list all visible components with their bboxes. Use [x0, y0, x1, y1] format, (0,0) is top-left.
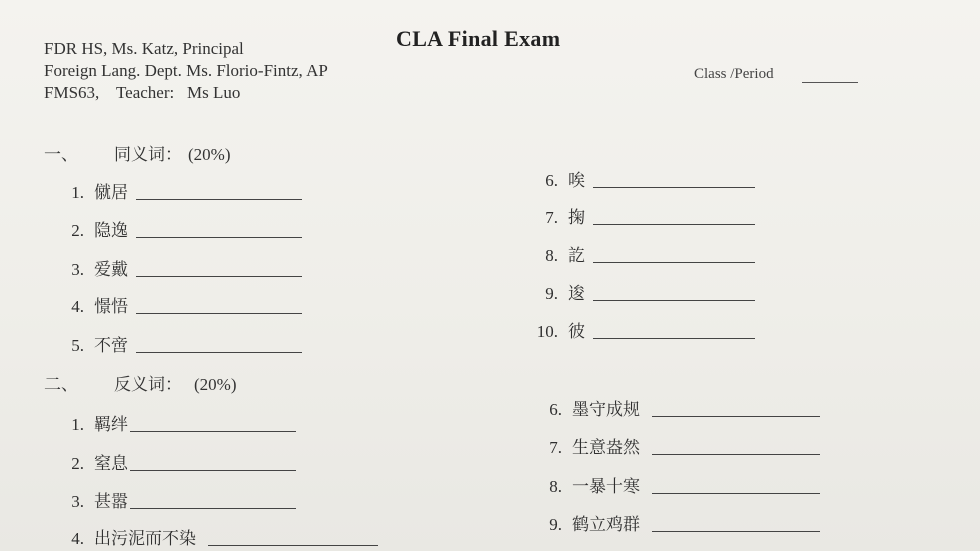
- item-number: 7.: [549, 438, 562, 457]
- item-word: 唉: [568, 171, 585, 190]
- item-number: 8.: [549, 477, 562, 496]
- class-period-label: Class /Period: [694, 66, 774, 80]
- item-number: 9.: [545, 284, 558, 303]
- answer-blank[interactable]: [652, 531, 820, 532]
- answer-blank[interactable]: [136, 352, 302, 353]
- section-1-item: [530, 279, 755, 304]
- answer-blank[interactable]: [652, 493, 820, 494]
- section-2-item: [56, 524, 378, 549]
- item-word: 甚嚣: [94, 492, 128, 511]
- answer-blank[interactable]: [130, 470, 296, 471]
- section-1-number: 一、: [44, 145, 78, 164]
- item-number: 8.: [545, 246, 558, 265]
- answer-blank[interactable]: [130, 508, 296, 509]
- section-1-item: [530, 166, 755, 191]
- item-number: 9.: [549, 515, 562, 534]
- answer-blank[interactable]: [593, 262, 755, 263]
- item-number: 3.: [71, 492, 84, 511]
- item-word: 逡: [568, 284, 585, 303]
- item-number: 10.: [536, 322, 558, 341]
- answer-blank[interactable]: [208, 545, 378, 546]
- section-2-item: [56, 410, 296, 435]
- item-word: 憬悟: [94, 297, 128, 316]
- item-number: 5.: [71, 336, 84, 355]
- item-word: 出污泥而不染: [94, 529, 196, 548]
- item-word: 不啻: [94, 336, 128, 355]
- item-number: 6.: [545, 171, 558, 190]
- section-2-item: [534, 395, 820, 420]
- item-word: 僦居: [94, 183, 128, 202]
- answer-blank[interactable]: [593, 300, 755, 301]
- item-word: 掬: [568, 208, 585, 227]
- item-number: 6.: [549, 400, 562, 419]
- section-2-heading: [44, 370, 236, 395]
- item-number: 4.: [71, 297, 84, 316]
- item-word: 墨守成规: [572, 400, 640, 419]
- section-1-heading: [44, 140, 230, 165]
- item-number: 4.: [71, 529, 84, 548]
- section-1-weight: (20%): [188, 145, 231, 164]
- exam-title: CLA Final Exam: [396, 26, 561, 51]
- item-word: 生意盎然: [572, 438, 640, 457]
- section-2-item: [534, 433, 820, 458]
- school-info: [44, 38, 328, 104]
- answer-blank[interactable]: [593, 224, 755, 225]
- answer-blank[interactable]: [652, 454, 820, 455]
- section-2-title: 反义词：: [114, 375, 182, 394]
- answer-blank[interactable]: [130, 431, 296, 432]
- section-1-item: [530, 241, 755, 266]
- answer-blank[interactable]: [136, 276, 302, 277]
- school-info-line: FMS63, Teacher: Ms Luo: [44, 83, 241, 102]
- section-2-item: [56, 449, 296, 474]
- item-word: 爱戴: [94, 260, 128, 279]
- class-period-blank: [802, 82, 858, 83]
- section-1-item: [530, 317, 755, 342]
- school-info-line: FDR HS, Ms. Katz, Principal: [44, 39, 244, 58]
- section-2-item: [534, 472, 820, 497]
- item-number: 1.: [71, 415, 84, 434]
- section-1-item: [56, 216, 302, 241]
- answer-blank[interactable]: [593, 338, 755, 339]
- section-2-weight: (20%): [194, 375, 237, 394]
- section-1-item: [530, 203, 755, 228]
- item-number: 2.: [71, 454, 84, 473]
- section-2-item: [534, 510, 820, 535]
- section-1-item: [56, 331, 302, 356]
- item-word: 鹤立鸡群: [572, 515, 640, 534]
- item-number: 7.: [545, 208, 558, 227]
- section-1-title: 同义词：: [114, 145, 182, 164]
- section-1-item: [56, 292, 302, 317]
- section-1-item: [56, 255, 302, 280]
- answer-blank[interactable]: [136, 313, 302, 314]
- answer-blank[interactable]: [136, 237, 302, 238]
- item-word: 隐逸: [94, 221, 128, 240]
- item-number: 1.: [71, 183, 84, 202]
- item-word: 一暴十寒: [572, 477, 640, 496]
- item-number: 3.: [71, 260, 84, 279]
- section-2-item: [56, 487, 296, 512]
- item-word: 窒息: [94, 454, 128, 473]
- item-number: 2.: [71, 221, 84, 240]
- item-word: 彼: [568, 322, 585, 341]
- answer-blank[interactable]: [136, 199, 302, 200]
- item-word: 訖: [568, 246, 585, 265]
- school-info-line: Foreign Lang. Dept. Ms. Florio-Fintz, AP: [44, 61, 328, 80]
- section-2-number: 二、: [44, 375, 78, 394]
- section-1-item: [56, 178, 302, 203]
- answer-blank[interactable]: [593, 187, 755, 188]
- answer-blank[interactable]: [652, 416, 820, 417]
- item-word: 羁绊: [94, 415, 128, 434]
